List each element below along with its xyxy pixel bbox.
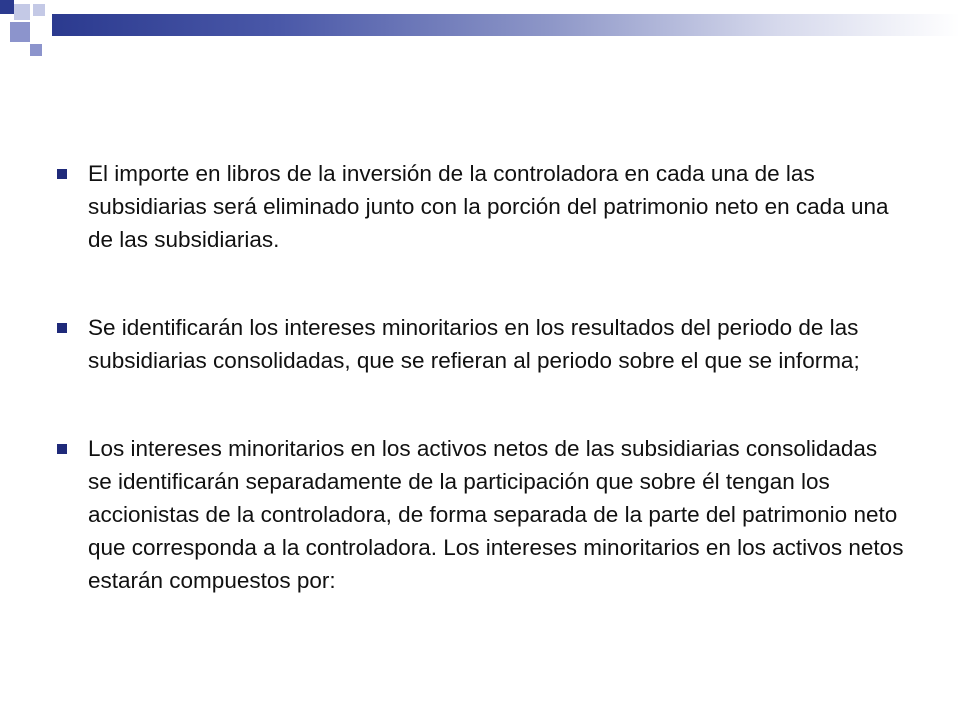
- bullet-text: Se identificarán los intereses minoritarios en los resultados del periodo de las subsidiarias consolidadas, que se refieran al periodo sobre el que se informa;: [88, 315, 860, 373]
- header-square-dark: [0, 0, 14, 14]
- header-square-light: [14, 4, 30, 20]
- square-bullet-icon: [57, 323, 67, 333]
- bullet-text: Los intereses minoritarios en los activos netos de las subsidiarias consolidadas se identificarán separadamente de la participación que sobre él tengan los accionistas de la controladora, de forma separada de la parte del patrimonio neto que corresponda a la controladora. Los intereses minoritarios en los activos netos estarán compuestos por:: [88, 436, 904, 593]
- bullet-item: [55, 311, 905, 377]
- square-bullet-icon: [57, 169, 67, 179]
- bullet-text: El importe en libros de la inversión de la controladora en cada una de las subsidiarias será eliminado junto con la porción del patrimonio neto en cada una de las subsidiarias.: [88, 161, 889, 252]
- square-bullet-icon: [57, 444, 67, 454]
- bullet-item: [55, 432, 905, 597]
- slide-body: [55, 157, 905, 597]
- header-square-medium-small: [30, 44, 42, 56]
- bullet-item: [55, 157, 905, 256]
- header-gradient-band: [52, 14, 960, 36]
- header-square-medium: [10, 22, 30, 42]
- header-square-light-small: [33, 4, 45, 16]
